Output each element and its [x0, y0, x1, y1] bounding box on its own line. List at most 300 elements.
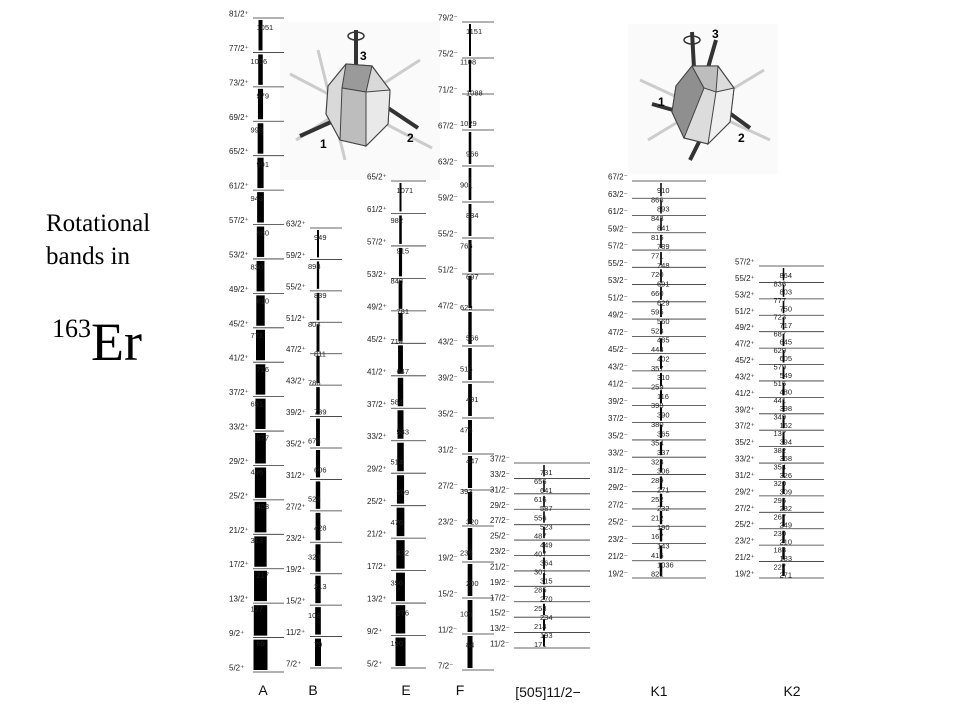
transition-energy: 991	[256, 159, 270, 169]
level-spin-label: 33/2⁺	[229, 422, 249, 432]
transition-energy: 566	[466, 333, 479, 343]
axis-label-2-left: 2	[407, 131, 414, 145]
level-spin-label: 21/2⁺	[229, 525, 249, 535]
transition-energy: 645	[779, 337, 793, 347]
transition-energy: 777	[773, 295, 787, 305]
level-spin-label: 31/2⁻	[438, 445, 458, 455]
level-spin-label: 19/2⁻	[608, 569, 628, 579]
transition-energy: 660	[651, 288, 664, 298]
transition-energy: 356	[390, 578, 404, 588]
level-spin-label: 31/2⁺	[735, 470, 755, 480]
transition-energy: 815	[651, 232, 664, 242]
transition-energy: 691	[657, 279, 670, 289]
level-spin-label: 11/2⁻	[490, 639, 510, 649]
level-spin-label: 57/2⁺	[735, 257, 755, 267]
transition-energy: 717	[779, 320, 793, 330]
level-spin-label: 59/2⁻	[438, 193, 458, 203]
transition-energy: 282	[779, 504, 793, 514]
level-spin-label: 71/2⁻	[438, 85, 458, 95]
level-spin-label: 61/2⁺	[367, 204, 387, 214]
isotope-mass: 163	[52, 314, 91, 343]
transition-energy: 320	[466, 517, 479, 527]
transition-energy: 407	[534, 549, 547, 559]
transition-energy: 188	[773, 545, 787, 555]
transition-energy: 830	[250, 262, 264, 272]
transition-energy: 190	[390, 638, 404, 648]
level-spin-label: 53/2⁺	[367, 269, 387, 279]
transition-energy: 866	[651, 195, 664, 205]
transition-energy: 487	[534, 531, 547, 541]
transition-energy: 496	[250, 467, 264, 477]
transition-energy: 771	[651, 251, 664, 261]
level-spin-label: 33/2⁺	[735, 454, 755, 464]
band-4	[490, 455, 590, 701]
transition-energy: 79	[314, 639, 323, 649]
level-spin-label: 27/2⁻	[438, 481, 458, 491]
transition-energy: 723	[773, 312, 787, 322]
transition-energy: 678	[308, 436, 321, 446]
transition-energy: 509	[396, 487, 410, 497]
transition-energy: 230	[773, 529, 787, 539]
transition-energy: 236	[460, 548, 473, 558]
transition-energy: 982	[390, 216, 404, 226]
transition-energy: 560	[657, 317, 670, 326]
transition-energy: 843	[651, 214, 664, 224]
transition-energy: 326	[779, 470, 793, 480]
transition-energy: 523	[308, 494, 321, 504]
level-spin-label: 37/2⁺	[367, 399, 387, 409]
transition-energy: 616	[534, 495, 547, 505]
transition-energy: 368	[779, 454, 793, 464]
transition-energy: 210	[779, 537, 793, 547]
level-spin-label: 63/2⁻	[608, 189, 628, 199]
level-spin-label: 25/2⁻	[490, 531, 510, 541]
level-spin-label: 21/2⁻	[608, 552, 628, 562]
level-spin-label: 33/2⁺	[367, 432, 387, 442]
level-spin-label: 47/2⁻	[438, 301, 458, 311]
transition-energy: 629	[460, 303, 473, 312]
level-spin-label: 39/2⁻	[608, 396, 628, 406]
transition-energy: 714	[390, 336, 404, 346]
transition-energy: 214	[534, 621, 547, 631]
transition-energy: 514	[390, 457, 404, 467]
transition-energy: 766	[460, 241, 473, 251]
transition-energy: 393	[460, 487, 473, 496]
level-spin-label: 25/2⁺	[735, 520, 755, 530]
level-spin-label: 77/2⁺	[229, 43, 249, 53]
level-spin-label: 33/2⁻	[490, 469, 510, 479]
axis-label-3-right: 3	[712, 27, 719, 41]
level-spin-label: 65/2⁺	[367, 172, 387, 182]
level-spin-label: 39/2⁺	[286, 408, 306, 418]
band-5	[608, 173, 706, 700]
transition-energy: 476	[390, 518, 404, 528]
transition-energy: 227	[773, 562, 787, 572]
transition-energy: 485	[657, 335, 670, 345]
transition-energy: 449	[540, 540, 553, 550]
level-spin-label: 45/2⁺	[367, 334, 387, 344]
transition-energy: 116	[657, 391, 669, 401]
transition-energy: 108	[308, 610, 321, 620]
transition-energy: 606	[314, 465, 327, 475]
level-spin-label: 67/2⁻	[438, 121, 458, 131]
level-spin-label: 23/2⁻	[490, 547, 510, 556]
transition-energy: 584	[390, 397, 404, 407]
transition-energy: 357	[651, 363, 664, 373]
transition-energy: 966	[466, 149, 479, 159]
level-spin-label: 27/2⁻	[608, 500, 628, 510]
transition-energy: 841	[657, 223, 670, 233]
transition-energy: 577	[256, 433, 270, 443]
transition-energy: 270	[540, 594, 553, 604]
transition-energy: 804	[308, 320, 321, 330]
transition-energy: 1071	[396, 186, 414, 195]
transition-energy: 320	[773, 479, 787, 489]
level-spin-label: 49/2⁺	[229, 284, 249, 294]
level-spin-label: 7/2⁺	[286, 659, 302, 669]
level-spin-label: 19/2⁺	[286, 565, 306, 575]
level-spin-label: 13/2⁻	[490, 624, 510, 634]
level-spin-label: 51/2⁺	[286, 313, 306, 323]
level-spin-label: 47/2⁺	[286, 345, 306, 355]
level-spin-label: 21/2⁺	[735, 553, 755, 563]
transition-energy: 910	[657, 186, 670, 195]
transition-energy: 697	[466, 272, 479, 282]
transition-energy: 200	[466, 579, 479, 588]
transition-energy: 579	[773, 362, 787, 372]
level-spin-label: 35/2⁺	[735, 438, 755, 448]
transition-energy: 836	[773, 279, 787, 289]
level-spin-label: 49/2⁻	[608, 310, 628, 320]
transition-energy: 1151	[466, 27, 483, 36]
level-spin-label: 49/2⁺	[367, 302, 387, 312]
level-spin-label: 63/2⁻	[438, 157, 458, 167]
level-spin-label: 55/2⁺	[735, 273, 755, 283]
level-spin-label: 75/2⁻	[438, 49, 458, 59]
transition-energy: 213	[314, 581, 327, 591]
level-spin-label: 73/2⁺	[229, 78, 249, 88]
level-spin-label: 59/2⁺	[286, 250, 306, 260]
transition-energy: 523	[540, 522, 553, 532]
level-spin-label: 5/2⁺	[367, 659, 383, 669]
transition-energy: 249	[779, 520, 793, 530]
level-spin-label: 25/2⁻	[608, 517, 628, 527]
level-spin-label: 55/2⁻	[438, 229, 458, 239]
level-spin-label: 37/2⁺	[229, 388, 249, 398]
level-spin-label: 21/2⁺	[367, 529, 387, 539]
level-spin-label: 37/2⁺	[735, 421, 755, 431]
transition-energy: 605	[779, 354, 793, 364]
transition-energy: 1029	[460, 119, 477, 128]
level-spin-label: 55/2⁻	[608, 258, 628, 268]
band-label: [505]11/2−	[515, 684, 581, 700]
axis-label-2-right: 2	[738, 131, 745, 145]
transition-energy: 651	[250, 399, 264, 409]
transition-energy: 444	[651, 345, 664, 355]
transition-energy: 656	[534, 477, 547, 487]
level-spin-label: 45/2⁻	[608, 345, 628, 355]
transition-energy: 402	[657, 354, 670, 364]
level-spin-label: 27/2⁺	[735, 503, 755, 513]
level-spin-label: 25/2⁺	[229, 491, 249, 501]
transition-energy: 629	[773, 345, 787, 355]
level-spin-label: 53/2⁻	[608, 276, 628, 286]
band-1	[286, 220, 342, 699]
transition-energy: 234	[540, 612, 553, 622]
level-spin-label: 31/2⁻	[608, 465, 628, 475]
transition-energy: 380	[651, 419, 664, 429]
transition-energy: 687	[773, 329, 787, 339]
transition-energy: 313	[250, 536, 264, 546]
transition-energy: 306	[657, 466, 670, 476]
transition-energy: 354	[651, 438, 664, 448]
transition-energy: 398	[779, 404, 793, 414]
level-spin-label: 17/2⁺	[229, 560, 249, 570]
band-label: A	[258, 682, 268, 698]
transition-energy: 587	[540, 504, 553, 514]
transition-energy: 276	[396, 608, 410, 618]
level-spin-label: 43/2⁺	[735, 372, 755, 382]
transition-energy: 162	[779, 420, 793, 430]
level-spin-label: 13/2⁺	[367, 594, 387, 604]
band-label: K1	[650, 683, 668, 699]
transition-energy: 84	[466, 640, 475, 650]
transition-energy: 315	[540, 576, 553, 586]
level-spin-label: 81/2⁺	[229, 9, 249, 19]
transition-energy: 739	[314, 407, 327, 417]
nucleus-shape-right	[628, 24, 778, 174]
level-spin-label: 49/2⁺	[735, 323, 755, 333]
transition-energy: 428	[314, 523, 327, 533]
transition-energy: 171	[534, 639, 547, 649]
level-spin-label: 15/2⁻	[438, 589, 458, 599]
transition-energy: 232	[657, 504, 670, 514]
level-spin-label: 7/2⁻	[438, 661, 454, 671]
transition-energy: 193	[540, 630, 553, 640]
transition-energy: 848	[390, 276, 404, 286]
transition-energy: 394	[779, 437, 793, 447]
level-spin-label: 15/2⁻	[490, 608, 510, 618]
level-spin-label: 17/2⁺	[367, 562, 387, 572]
level-spin-label: 51/2⁻	[438, 265, 458, 275]
transition-energy: 750	[779, 304, 793, 314]
level-spin-label: 69/2⁺	[229, 112, 249, 122]
level-spin-label: 9/2⁺	[229, 629, 245, 639]
transition-energy: 647	[396, 367, 410, 377]
band-label: F	[455, 682, 465, 698]
transition-energy: 880	[256, 228, 270, 238]
transition-energy: 253	[534, 603, 547, 613]
axis-label-3-left: 3	[360, 49, 367, 63]
level-spin-label: 23/2⁻	[438, 517, 458, 527]
transition-energy: 106	[460, 609, 473, 619]
title-line-2: bands in	[46, 243, 131, 270]
transition-energy: 390	[657, 410, 670, 420]
level-spin-label: 51/2⁺	[735, 306, 755, 316]
transition-energy: 183	[779, 554, 793, 564]
transition-energy: 523	[651, 326, 664, 336]
level-spin-label: 33/2⁻	[608, 448, 628, 458]
transition-energy: 771	[250, 330, 264, 340]
band-label: K2	[783, 683, 801, 699]
level-spin-label: 27/2⁻	[490, 516, 510, 526]
level-spin-label: 29/2⁺	[735, 487, 755, 497]
transition-energy: 803	[779, 287, 793, 297]
transition-energy: 365	[657, 429, 670, 439]
transition-energy: 137	[773, 429, 787, 439]
level-spin-label: 57/2⁻	[608, 241, 628, 251]
transition-energy: 1108	[460, 57, 477, 67]
transition-energy: 979	[256, 91, 270, 101]
transition-energy: 834	[466, 211, 479, 220]
level-spin-label: 31/2⁺	[286, 470, 306, 480]
transition-energy: 398	[651, 401, 664, 411]
transition-energy: 949	[314, 233, 327, 242]
level-spin-label: 41/2⁺	[367, 367, 387, 377]
transition-energy: 839	[314, 291, 327, 301]
transition-energy: 915	[396, 246, 410, 256]
transition-energy: 271	[657, 485, 670, 495]
axis-label-1-right: 1	[658, 95, 665, 109]
transition-energy: 716	[256, 365, 270, 375]
level-spin-label: 59/2⁻	[608, 224, 628, 234]
level-spin-label: 43/2⁺	[286, 376, 306, 386]
transition-energy: 309	[779, 487, 793, 497]
level-spin-label: 19/2⁻	[490, 577, 510, 587]
transition-energy: 190	[657, 522, 670, 532]
transition-energy: 364	[540, 558, 553, 568]
level-spin-label: 11/2⁺	[286, 628, 306, 638]
level-spin-label: 19/2⁺	[735, 569, 755, 579]
level-spin-label: 41/2⁺	[735, 388, 755, 398]
transition-energy: 811	[314, 349, 326, 359]
transition-energy: 998	[250, 125, 264, 135]
transition-energy: 533	[396, 427, 410, 437]
transition-energy: 943	[250, 194, 264, 204]
transition-energy: 748	[657, 260, 670, 270]
transition-energy: 267	[773, 512, 787, 522]
transition-energy: 516	[773, 379, 787, 389]
level-spin-label: 47/2⁺	[735, 339, 755, 349]
level-spin-label: 47/2⁻	[608, 327, 628, 337]
transition-energy: 641	[540, 486, 553, 496]
band-0	[229, 10, 284, 699]
title-line-1: Rotational	[46, 210, 151, 237]
transition-energy: 301	[534, 567, 547, 577]
transition-energy: 781	[396, 306, 410, 316]
level-spin-label: 35/2⁻	[608, 431, 628, 441]
level-spin-label: 45/2⁺	[229, 319, 249, 329]
level-spin-label: 17/2⁻	[490, 593, 510, 603]
transition-energy: 731	[540, 468, 553, 477]
transition-energy: 69	[256, 638, 265, 648]
transition-energy: 349	[773, 412, 787, 422]
level-spin-label: 35/2⁺	[286, 439, 306, 449]
transition-energy: 337	[657, 448, 670, 457]
transition-energy: 259	[651, 382, 664, 392]
transition-energy: 408	[256, 501, 270, 511]
level-spin-label: 65/2⁺	[229, 147, 249, 157]
level-spin-label: 37/2⁻	[490, 454, 510, 464]
level-spin-label: 41/2⁺	[229, 353, 249, 363]
transition-energy: 901	[460, 180, 473, 190]
level-spin-label: 45/2⁺	[735, 356, 755, 366]
level-spin-label: 15/2⁺	[286, 596, 306, 606]
level-spin-label: 23/2⁻	[608, 534, 628, 544]
transition-energy: 786	[308, 378, 321, 388]
level-spin-label: 57/2⁺	[367, 237, 387, 247]
transition-energy: 1051	[256, 23, 274, 32]
transition-energy: 480	[779, 387, 793, 397]
transition-energy: 354	[773, 462, 787, 472]
level-spin-label: 79/2⁻	[438, 13, 458, 23]
level-spin-label: 9/2⁺	[367, 627, 383, 637]
transition-energy: 447	[466, 456, 479, 466]
level-spin-label: 25/2⁺	[367, 497, 387, 507]
nucleus-shape-left	[280, 22, 440, 180]
transition-energy: 898	[308, 262, 321, 272]
level-spin-label: 61/2⁺	[229, 181, 249, 191]
transition-energy: 289	[651, 476, 664, 486]
level-spin-label: 29/2⁻	[490, 500, 510, 510]
level-spin-label: 5/2⁺	[229, 663, 245, 673]
transition-energy: 556	[534, 513, 547, 523]
band-2	[367, 173, 426, 699]
level-spin-label: 55/2⁺	[286, 282, 306, 292]
transition-energy: 864	[779, 271, 793, 280]
level-spin-label: 39/2⁻	[438, 373, 458, 383]
transition-energy: 310	[657, 373, 670, 383]
level-spin-label: 63/2⁺	[286, 219, 306, 229]
level-spin-label: 23/2⁺	[286, 533, 306, 543]
level-spin-label: 13/2⁺	[229, 594, 249, 604]
transition-energy: 143	[657, 541, 670, 551]
level-spin-label: 21/2⁻	[490, 562, 510, 572]
band-label: B	[308, 682, 318, 698]
transition-energy: 323	[308, 552, 321, 562]
level-spin-label: 39/2⁺	[735, 405, 755, 415]
transition-energy: 167	[651, 532, 664, 542]
level-spin-label: 29/2⁺	[367, 464, 387, 474]
transition-energy: 212	[651, 513, 664, 523]
level-spin-label: 19/2⁻	[438, 553, 458, 563]
level-spin-label: 29/2⁺	[229, 456, 249, 466]
transition-energy: 422	[396, 548, 410, 558]
level-spin-label: 11/2⁻	[438, 625, 458, 635]
transition-energy: 252	[651, 494, 664, 504]
level-spin-label: 57/2⁺	[229, 216, 249, 226]
level-spin-label: 61/2⁻	[608, 207, 628, 217]
transition-energy: 1088	[466, 88, 483, 98]
level-spin-label: 43/2⁻	[438, 337, 458, 347]
level-spin-label: 51/2⁻	[608, 293, 628, 303]
level-spin-label: 29/2⁻	[608, 483, 628, 493]
transition-energy: 1006	[250, 57, 268, 67]
transition-energy: 217	[256, 570, 270, 580]
transition-energy: 516	[460, 364, 473, 374]
transition-energy: 789	[657, 242, 670, 252]
level-spin-label: 53/2⁺	[735, 290, 755, 300]
transition-energy: 285	[534, 585, 547, 595]
transition-energy: 491	[466, 395, 479, 404]
level-spin-label: 23/2⁺	[735, 536, 755, 546]
level-spin-label: 43/2⁻	[608, 362, 628, 372]
transition-energy: 416	[651, 550, 664, 560]
transition-energy: 549	[779, 370, 793, 380]
transition-energy: 478	[460, 425, 473, 435]
transition-energy: 271	[779, 570, 793, 580]
level-spin-label: 37/2⁻	[608, 414, 628, 424]
